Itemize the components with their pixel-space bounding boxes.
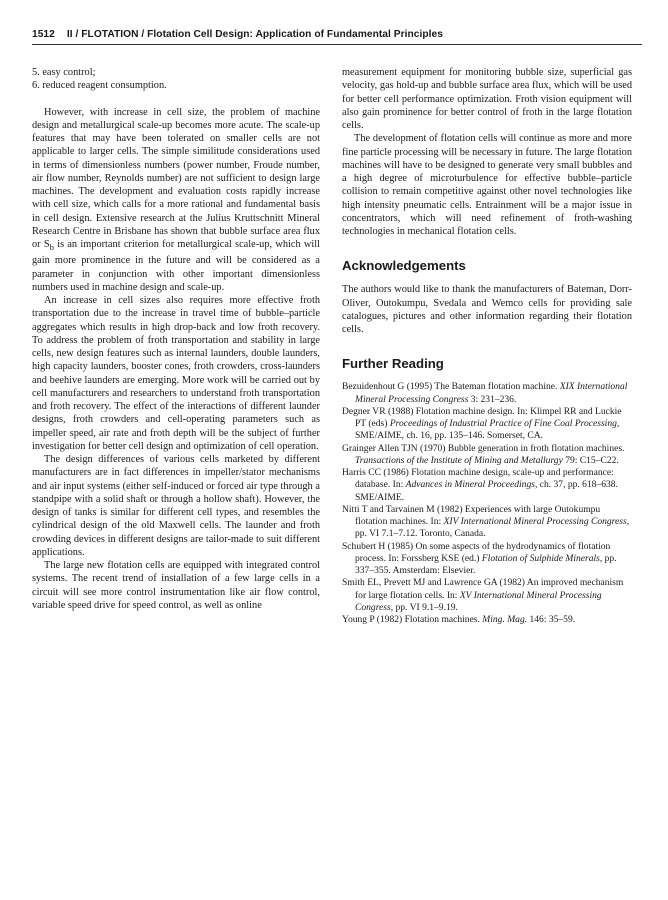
list-item-5: 5. easy control; — [32, 67, 96, 78]
reference-text: Degner VR (1988) Flotation machine design. In: Klimpel RR and Luckie PT (eds) — [342, 405, 622, 429]
reference-item — [342, 381, 632, 406]
paragraph-scale-up — [32, 106, 320, 295]
paragraph-measurement: measurement equipment for monitoring bubble size, superficial gas velocity, gas hold-up and bubble surface area flux, which will be used for better cell performance optimization. Froth vision equipment will also gain prominence for better control of froth in the large flotation cells. — [342, 67, 632, 131]
reference-title: Flotation of Sulphide Minerals — [481, 552, 600, 564]
reference-details: , pp. 337–355. Amsterdam: Elsevier. — [355, 552, 617, 576]
header-divider — [32, 44, 642, 45]
reference-title: Transactions of the Institute of Mining and Metallurgy — [355, 454, 563, 466]
reference-title: Ming. Mag. — [482, 614, 528, 625]
reference-text: Bezuidenhout G (1995) The Bateman flotation machine. — [342, 381, 560, 393]
paragraph-froth-transportation: An increase in cell sizes also requires more effective froth transportation due to the increase in travel time of bubble–particle aggregates which results in high drop-back and low froth recovery. To address the problem of froth transportation and stability in large cells, new design features such as internal launders, double launders, high capacity launders, booster cones, froth crowders, cross-launders and beehive launders are emerging. More work will be carried out by cell manufacturers and researchers to understand froth transportation and froth recovery. The effect of the interactions of different launder designs, froth crowders and cell-operating parameters such as impeller speed, air rate and froth depth will be the subject of further investigation for better cell design and optimization of cell operation. — [32, 295, 320, 452]
running-header — [32, 29, 642, 40]
reference-title: Advances in Mineral Proceedings — [405, 479, 535, 491]
reference-text: Schubert H (1985) On some aspects of the hydrodynamics of flotation process. In: Forssberg KSE (ed.) — [342, 540, 611, 564]
paragraph-scale-up-text: However, with increase in cell size, the problem of machine design and metallurgical scale-up becomes more acute. The scale-up features that may have been tolerated on smaller cells are not applicable to larger cells. The simple similitude considerations used in terms of dimensionless numbers (power number, Froude number, air flow number, Reynolds number) are not sufficient to design large machines. The development and evaluation costs rapidly increase with cell size, which calls for a more rational and fundamental basis in cell design. Extensive research at the Julius Kruttschnitt Mineral Research Centre in Brisbane has shown that bubble surface area flux or S — [32, 106, 320, 250]
further-reading-heading: Further Reading — [342, 356, 444, 372]
reference-text: Grainger Allen TJN (1970) Bubble generation in froth flotation machines. — [342, 442, 625, 454]
paragraph-design-differences: The design differences of various cells marketed by different manufacturers are in fact differences in impeller/stator mechanisms and air input systems (either self-induced or forced air type through a standpipe with a solid shaft or through a hollow shaft). However, the design of tanks is similar for different cell types, and resembles the cylindrical design of the old Maxwell cells. The launder and froth crowding devices in different designs are tailor-made to suit different applications. — [32, 454, 320, 558]
reference-title: XIV International Mineral Processing Congress — [443, 516, 627, 527]
page-number: 1512 — [32, 29, 55, 40]
reference-item — [342, 406, 632, 443]
reference-details: 146: 35–59. — [527, 614, 576, 625]
reference-item — [342, 467, 632, 504]
reference-item — [342, 443, 632, 468]
reference-item — [342, 614, 632, 626]
reference-title: Proceedings of Industrial Practice of Fine Coal Processing — [389, 418, 617, 429]
reference-details: , pp. VI 9.1–9.19. — [390, 601, 458, 613]
reference-title: XV International Mineral Processing Congress — [355, 589, 602, 613]
spacer — [32, 93, 320, 106]
list-item-6: 6. reduced reagent consumption. — [32, 80, 167, 92]
reference-list — [342, 381, 632, 626]
reference-details: , SME/AIME, ch. 16, pp. 135–146. Somerset, CA. — [355, 418, 620, 442]
reference-text: Harris CC (1986) Flotation machine design, scale-up and performance: database. In: — [342, 467, 614, 491]
reference-text: Young P (1982) Flotation machines. — [342, 614, 483, 625]
reference-item — [342, 541, 632, 578]
reference-details: , ch. 37, pp. 618–638. SME/AIME. — [355, 479, 618, 503]
paragraph-development: The development of flotation cells will continue as more and more fine particle processing will be necessary in future. The large flotation machines will have to be designed to generate very small bubbles and a high degree of microturbulence for effective bubble–particle collision to remain competitive against other novel technologies like high intensity pneumatic cells. Entrainment will be a major issue in concentrators, which will need refinement of froth-washing technologies in mechanical flotation cells. — [342, 133, 633, 237]
reference-text: Smith EL, Prevett MJ and Lawrence GA (1982) An improved mechanism for large flotation cells. In: — [342, 577, 624, 601]
reference-title: XIX International Mineral Processing Congress — [355, 381, 628, 405]
paragraph-control-systems: The large new flotation cells are equipped with integrated control systems. The recent trend of installation of a few large cells in a circuit will see more control instrumentation like air flow control, variable speed drive for speed control, as well as online — [32, 560, 320, 611]
left-column — [32, 66, 320, 612]
paragraph-scale-up-tail: is an important criterion for metallurgical scale-up, which will gain more prominence in the future and will be considered as a parameter in conjunction with other important dimensionless numbers used in machine design and scale-up. — [32, 239, 320, 293]
reference-details: , pp. VI 7.1–7.12. Toronto, Canada. — [355, 516, 630, 540]
acknowledgements-text: The authors would like to thank the manufacturers of Bateman, Dorr-Oliver, Outokumpu, Svedala and Wemco cells for providing sale catalogues, pictures and other information regarding their flotation cells. — [342, 284, 632, 335]
running-title: II / FLOTATION / Flotation Cell Design: Application of Fundamental Principles — [66, 29, 443, 40]
reference-details: 79: C15–C22. — [562, 454, 619, 466]
right-column — [342, 66, 632, 626]
reference-text: Nitti T and Tarvainen M (1982) Experiences with large Outokumpu flotation machines. In: — [342, 503, 601, 527]
reference-item — [342, 577, 632, 614]
reference-item — [342, 504, 632, 541]
acknowledgements-heading: Acknowledgements — [342, 258, 466, 274]
reference-details: 3: 231–236. — [468, 393, 517, 405]
subscript-b: b — [49, 242, 54, 253]
